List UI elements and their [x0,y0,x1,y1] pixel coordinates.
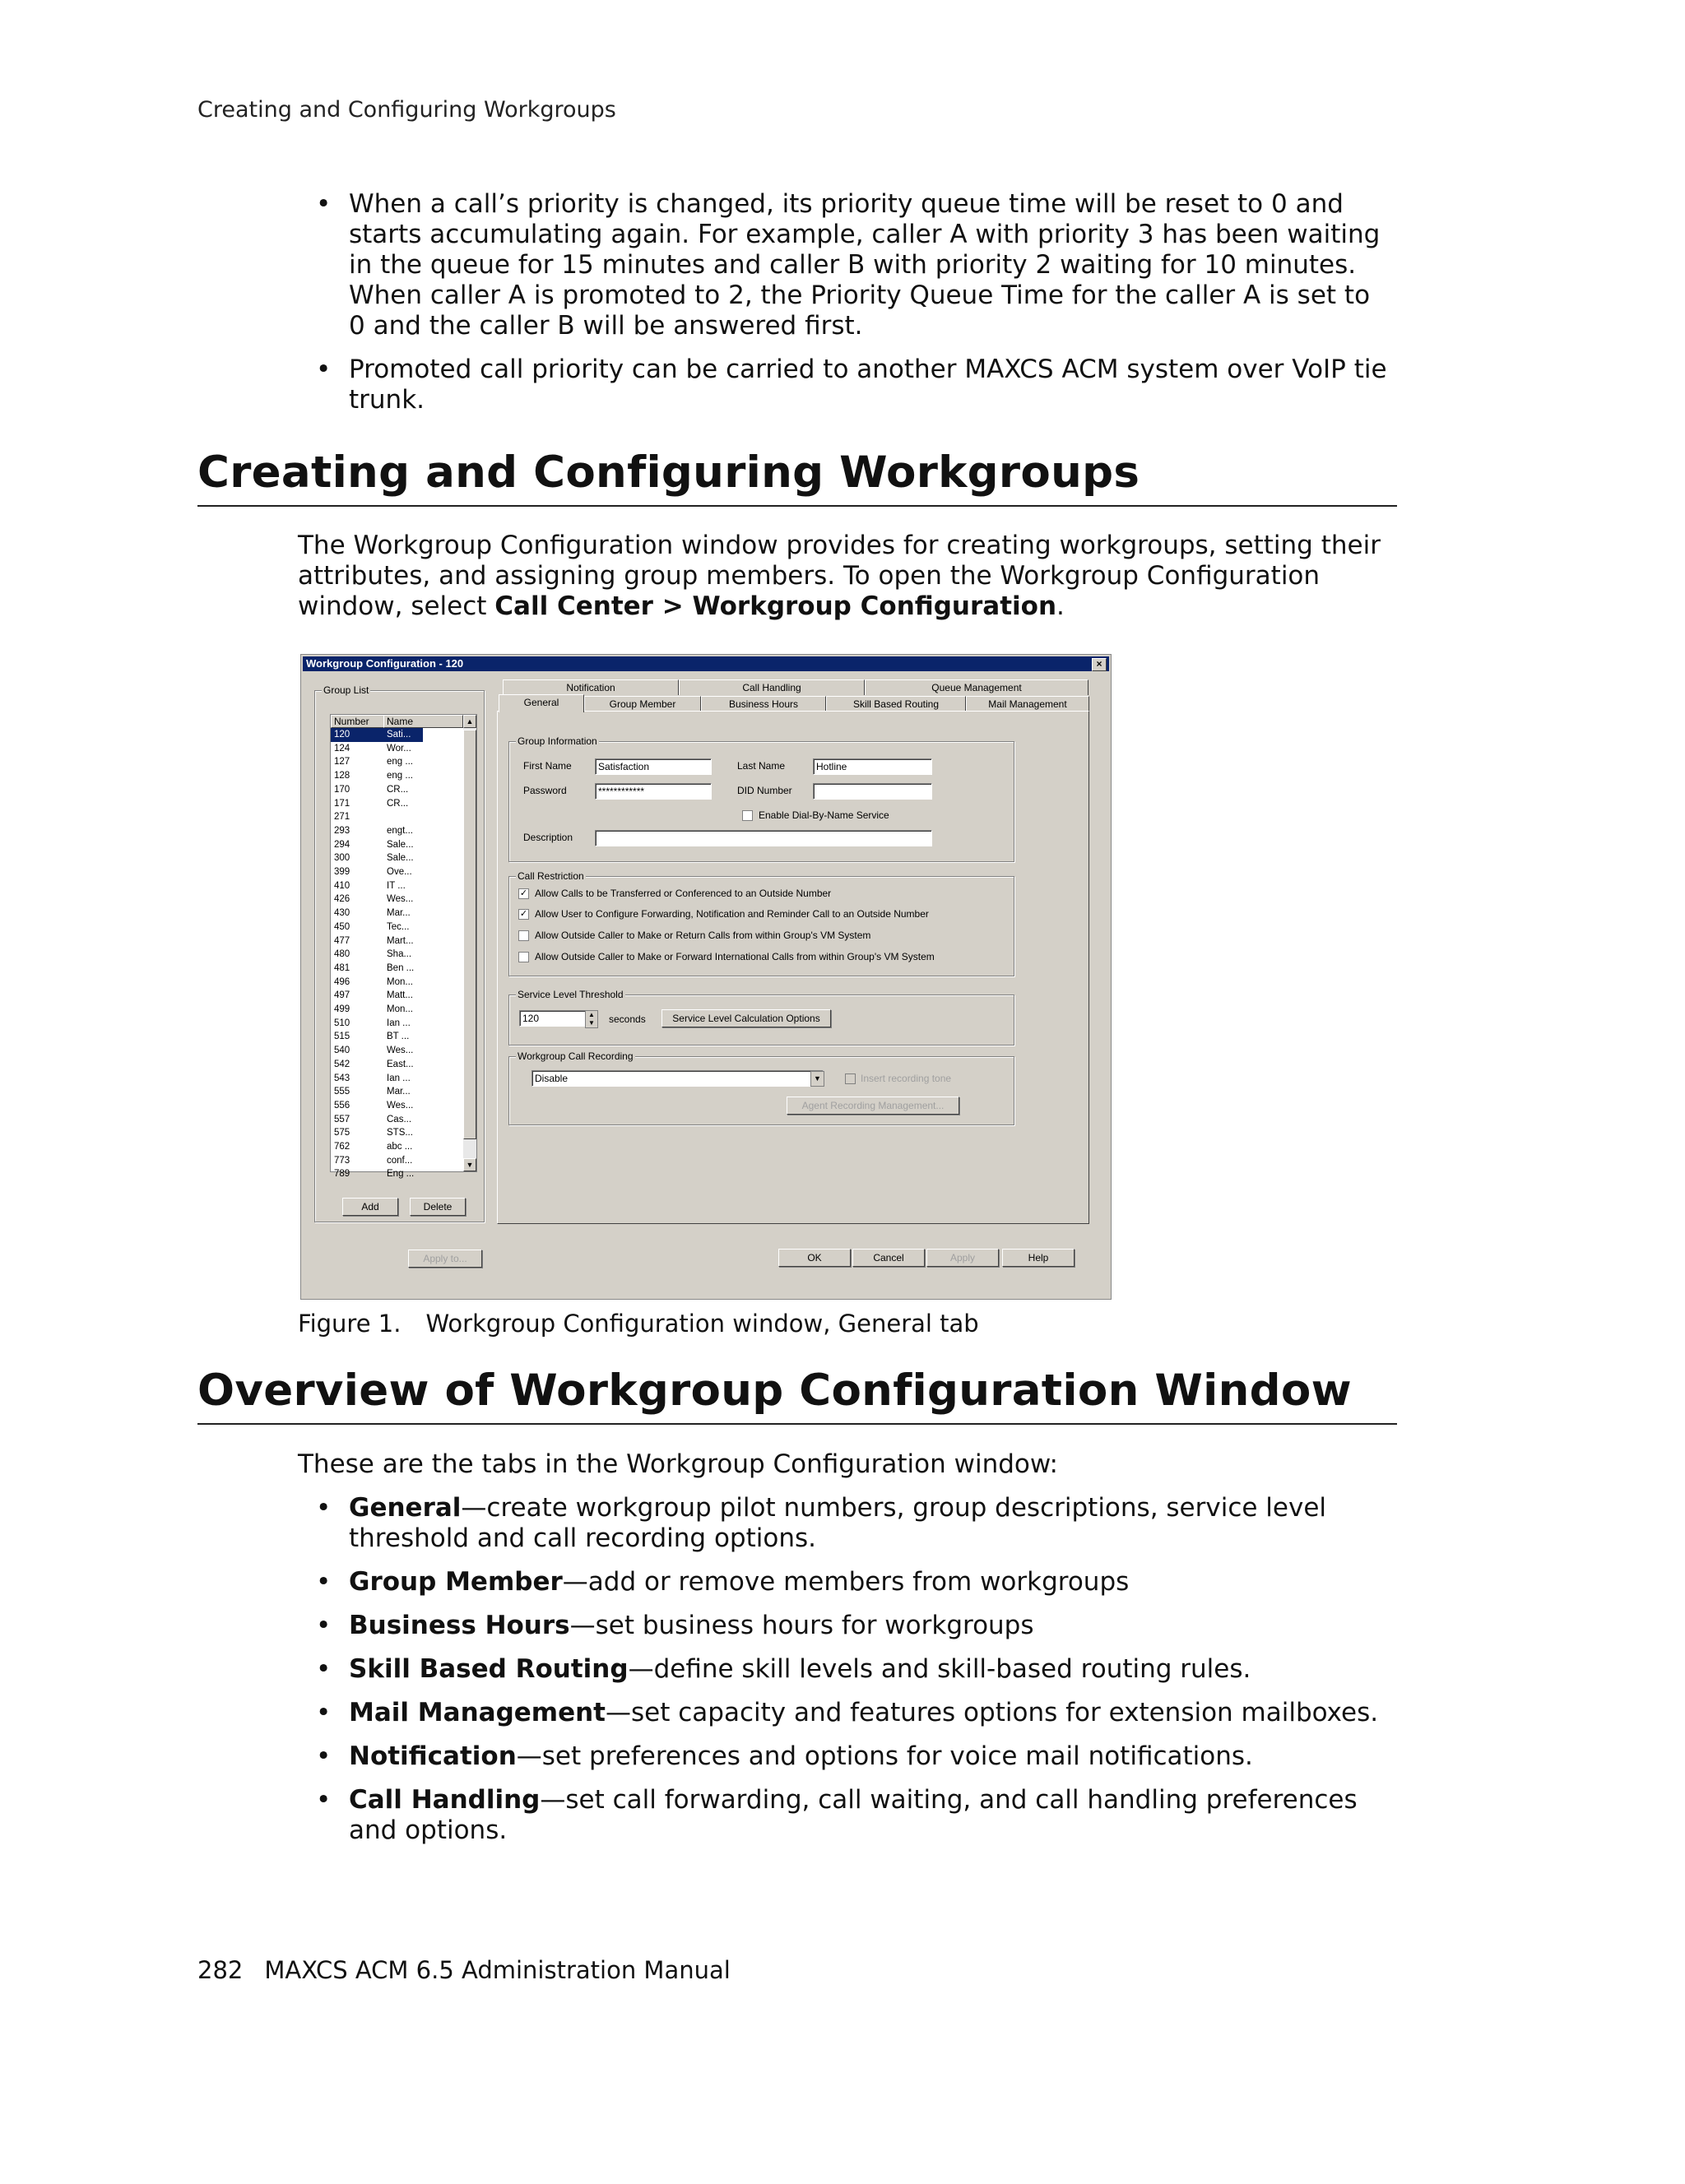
list-item [298,1611,1392,1641]
call-recording-section: Workgroup Call Recording [508,1056,1014,1125]
tab-term: General [349,1493,462,1523]
group-number: 510 [334,1018,350,1028]
table-row[interactable] [331,920,462,934]
table-row[interactable] [331,1099,462,1113]
bullet: • [316,1567,332,1597]
group-number: 124 [334,743,350,754]
column-header-name[interactable]: Name [383,715,463,728]
tab-business-hours[interactable]: Business Hours [701,696,826,712]
restriction-label: Allow Outside Caller to Make or Forward International Calls from within Group's VM System [535,951,935,962]
group-name: Ian ... [387,1073,411,1083]
column-header-number[interactable]: Number [331,715,384,728]
table-row[interactable] [331,1017,462,1031]
group-number: 170 [334,784,350,795]
tab-description: —set business hours for workgroups [569,1611,1034,1640]
table-row[interactable] [331,1030,462,1044]
group-number: 300 [334,853,350,864]
group-name: conf... [387,1155,413,1166]
figure-caption [298,1310,979,1338]
group-name: Cas... [387,1114,412,1124]
group-number: 762 [334,1142,350,1152]
group-number: 477 [334,935,350,946]
group-number: 496 [334,976,350,987]
group-number: 499 [334,1004,350,1014]
group-name: East... [387,1059,414,1069]
table-row[interactable] [331,865,462,879]
last-name-label: Last Name [737,760,786,772]
workgroup-config-window [300,654,1112,1300]
section-intro-paragraph: The Workgroup Configuration window provides for creating workgroups, setting their attributes, and assigning group members. To open the Workgroup Configuration window, select Call Center > Workgroup Configuration. [298,531,1381,621]
group-name: Ian ... [387,1018,411,1028]
tab-term: Call Handling [349,1785,541,1815]
tab-mail-management[interactable]: Mail Management [966,696,1089,712]
table-row[interactable] [331,1140,462,1154]
restriction-label: Allow Calls to be Transferred or Conferenced to an Outside Number [535,888,832,899]
group-name: Sale... [387,853,414,864]
tab-description: —create workgroup pilot numbers, group descriptions, service level threshold and call recording options. [349,1493,1327,1553]
group-number: 540 [334,1046,350,1056]
group-number: 575 [334,1128,350,1138]
section-heading-creating: Creating and Configuring Workgroups [197,447,1140,498]
table-row[interactable] [331,962,462,976]
table-row[interactable] [331,783,462,797]
bullet: • [316,1741,332,1771]
table-row[interactable] [331,907,462,920]
table-row[interactable] [331,1072,462,1086]
table-row[interactable] [331,838,462,852]
tab-queue-management[interactable]: Queue Management [865,679,1089,695]
group-name: Wor... [387,743,411,754]
group-number: 481 [334,962,350,973]
group-name: Wes... [387,1046,414,1056]
group-name: IT ... [387,880,406,891]
group-number: 543 [334,1073,350,1083]
list-item: • Promoted call priority can be carried to another MAXCS ACM system over VoIP tie trunk. [316,355,1387,415]
group-name: Mar... [387,908,411,919]
spinner-icon[interactable]: ▲ ▼ [585,1010,598,1028]
group-number: 127 [334,757,350,767]
table-row[interactable] [331,1003,462,1017]
group-name: eng ... [387,771,413,781]
restriction-label: Allow Outside Caller to Make or Return Calls from within Group's VM System [535,930,871,941]
table-row[interactable] [331,1167,462,1181]
tab-description: —define skill levels and skill-based routing rules. [628,1654,1251,1684]
help-button[interactable]: Help [1002,1249,1075,1267]
group-information-section: Group Information [508,741,1014,862]
list-item [298,1654,1392,1685]
group-number: 399 [334,867,350,877]
group-name: Sati... [387,730,411,740]
table-row[interactable] [331,879,462,893]
table-row[interactable] [331,810,462,824]
group-number: 773 [334,1155,350,1166]
cancel-button[interactable]: Cancel [852,1249,925,1267]
bullet: • [316,1654,332,1684]
table-row[interactable] [331,824,462,838]
tab-term: Mail Management [349,1698,606,1727]
scroll-up-icon[interactable]: ▲ [463,715,476,728]
tab-call-handling[interactable]: Call Handling [679,679,865,695]
scrollbar[interactable] [463,715,476,1171]
table-row[interactable] [331,1154,462,1168]
group-name: eng ... [387,757,413,767]
group-name: engt... [387,825,413,836]
group-number: 497 [334,990,350,1001]
first-name-label: First Name [523,760,572,772]
scroll-thumb[interactable] [463,730,476,1139]
description-field[interactable] [595,830,932,846]
group-name: CR... [387,784,409,795]
table-row[interactable] [331,1058,462,1072]
seconds-label: seconds [609,1013,646,1025]
running-header: Creating and Configuring Workgroups [197,97,616,123]
heading-rule [197,1423,1397,1425]
list-item [298,1493,1392,1554]
figure-number: Figure 1. [298,1310,402,1338]
call-restriction-section: Call Restriction [508,876,1014,976]
list-item [298,1567,1392,1597]
last-name-field[interactable]: Hotline [813,758,932,775]
threshold-field[interactable]: 120 [519,1010,586,1027]
group-number: 480 [334,949,350,960]
bullet: • [316,1785,332,1815]
group-number: 171 [334,798,350,809]
table-row[interactable] [331,1044,462,1058]
list-item [298,1698,1392,1728]
tab-description: —set preferences and options for voice mail notifications. [516,1741,1253,1771]
table-row[interactable] [331,1113,462,1127]
group-number: 120 [334,730,350,740]
bullet: • [316,1611,332,1640]
did-number-label: DID Number [737,785,792,796]
tab-notification[interactable]: Notification [503,679,679,695]
table-row[interactable] [331,893,462,907]
restriction-checkbox[interactable]: ✓ [519,888,528,898]
first-name-field[interactable]: Satisfaction [595,758,712,775]
tab-term: Group Member [349,1567,563,1597]
group-number: 789 [334,1169,350,1180]
group-list-panel: Group List [314,690,485,1222]
tab-skill-based-routing[interactable]: Skill Based Routing [826,696,966,712]
service-level-section: Service Level Threshold [508,995,1014,1046]
figure-title: Workgroup Configuration window, General tab [425,1310,979,1338]
table-row[interactable] [331,755,462,769]
group-name: Mart... [387,935,414,946]
group-number: 430 [334,908,350,919]
group-name: Sale... [387,839,414,850]
table-row[interactable] [331,934,462,948]
apply-to-button[interactable]: Apply to... [408,1250,482,1268]
group-list[interactable] [330,714,477,1180]
page-number: 282 [197,1956,244,1984]
table-row[interactable] [331,948,462,962]
page-footer [197,1956,731,1984]
table-row[interactable] [331,1085,462,1099]
group-number: 450 [334,921,350,932]
group-name: Sha... [387,949,412,960]
section-heading-overview: Overview of Workgroup Configuration Window [197,1366,1352,1416]
list-item: • When a call’s priority is changed, its priority queue time will be reset to 0 and starts accumulating again. For example, caller A with priority 3 has been waiting in the queue for 15 minutes and caller B with priority 2 waiting for 10 minutes. When caller A is promoted to 2, the Priority Queue Time for the caller A is set to 0 and the caller B will be answered first. [316,189,1381,341]
delete-button[interactable]: Delete [410,1198,466,1216]
group-name: Ben ... [387,962,415,973]
group-number: 542 [334,1059,350,1069]
group-number: 293 [334,825,350,836]
tab-general[interactable]: General [499,694,584,712]
tab-description: —set capacity and features options for extension mailboxes. [606,1698,1379,1727]
tab-descriptions [298,1493,1392,1859]
menu-path: Call Center > Workgroup Configuration [494,591,1057,621]
group-number: 128 [334,771,350,781]
heading-rule [197,505,1397,507]
restriction-checkbox[interactable] [518,952,529,962]
did-number-field[interactable] [813,783,932,800]
group-name: CR... [387,798,409,809]
window-titlebar: Workgroup Configuration - 120 × [303,656,1109,671]
manual-title: MAXCS ACM 6.5 Administration Manual [264,1956,731,1984]
group-name: Wes... [387,1100,414,1111]
password-field[interactable]: ************ [595,783,712,800]
table-row[interactable] [331,1126,462,1140]
description-label: Description [523,832,573,843]
restriction-checkbox[interactable]: ✓ [519,909,528,919]
group-number: 555 [334,1087,350,1097]
list-item [298,1785,1392,1846]
list-item [298,1741,1392,1772]
scroll-down-icon[interactable]: ▼ [463,1158,476,1171]
tab-description: —add or remove members from workgroups [562,1567,1130,1597]
tab-term: Skill Based Routing [349,1654,629,1684]
chevron-down-icon[interactable]: ▼ [810,1071,824,1087]
dial-by-name-label: Enable Dial-By-Name Service [759,809,889,821]
group-name: Wes... [387,894,414,905]
group-name: Tec... [387,921,410,932]
table-row[interactable] [331,989,462,1003]
tab-group-member[interactable]: Group Member [584,696,701,712]
recording-select[interactable]: Disable [531,1070,824,1087]
apply-button[interactable]: Apply [926,1249,999,1267]
group-name: Mon... [387,1004,413,1014]
table-row[interactable] [331,742,462,756]
tab-term: Notification [349,1741,517,1771]
bullet: • [316,1698,332,1727]
tabs-intro: These are the tabs in the Workgroup Configuration window: [298,1449,1058,1479]
group-number: 556 [334,1100,350,1111]
restriction-label: Allow User to Configure Forwarding, Notification and Reminder Call to an Outside Number [535,908,929,920]
group-number: 426 [334,894,350,905]
tab-description: —set call forwarding, call waiting, and call handling preferences and options. [349,1785,1358,1845]
restriction-checkbox[interactable] [518,930,529,941]
agent-recording-button[interactable]: Agent Recording Management... [787,1097,959,1115]
dial-by-name-checkbox[interactable] [742,810,753,821]
group-number: 410 [334,880,350,891]
group-number: 557 [334,1114,350,1124]
table-row[interactable] [331,769,462,783]
ok-button[interactable]: OK [778,1249,851,1267]
table-row[interactable] [331,976,462,990]
table-row[interactable] [331,797,462,811]
group-name: Eng ... [387,1169,415,1180]
group-name: Mon... [387,976,413,987]
group-name: BT ... [387,1032,410,1042]
group-number: 271 [334,812,350,823]
tab-term: Business Hours [349,1611,570,1640]
group-name: Matt... [387,990,413,1001]
table-row[interactable] [331,728,423,742]
insert-tone-label: Insert recording tone [861,1073,952,1084]
intro-bullets [298,189,1392,429]
service-level-options-button[interactable]: Service Level Calculation Options [661,1009,831,1027]
bullet: • [316,1493,332,1523]
table-row[interactable] [331,851,462,865]
group-number: 515 [334,1032,350,1042]
close-icon[interactable]: × [1092,658,1107,671]
group-name: abc ... [387,1142,413,1152]
group-name: Ove... [387,867,412,877]
insert-tone-checkbox[interactable] [845,1073,856,1084]
add-button[interactable]: Add [342,1198,398,1216]
group-number: 294 [334,839,350,850]
password-label: Password [523,785,567,796]
group-name: Mar... [387,1087,411,1097]
group-name: STS... [387,1128,413,1138]
